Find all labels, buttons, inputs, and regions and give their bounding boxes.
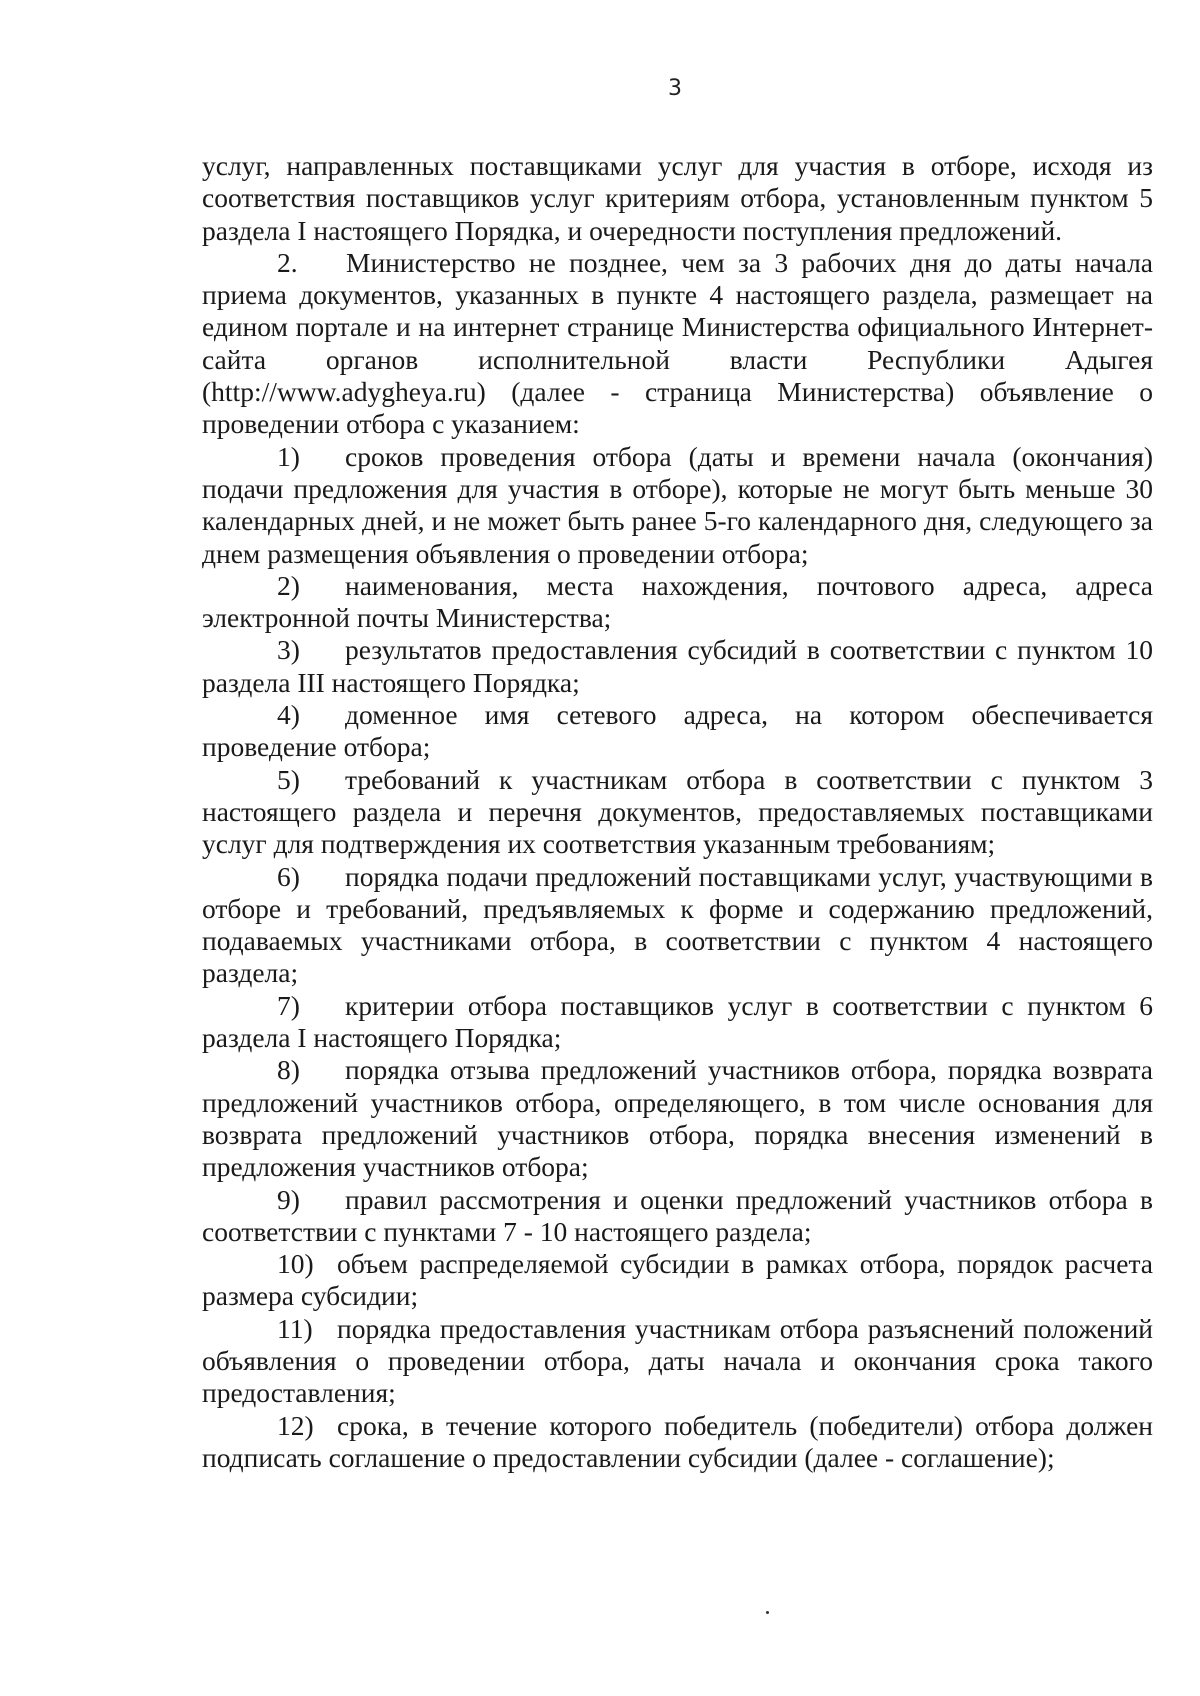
list-item [202,1313,1153,1410]
list-item-text: сроков проведения отбора (даты и времени начала (окончания) подачи предложения для участия в отборе), которые не могут быть меньше 30 календарных дней, и не может быть ранее 5-го календарного дня, следующего за днем размещения объявления о проведении отбора; [202,440,1153,569]
list-item-text: результатов предоставления субсидий в соответствии с пунктом 10 раздела III настоящего Порядка; [202,634,1153,698]
list-item-number: 5) [277,763,300,795]
list-item-number: 11) [277,1312,313,1344]
list-item-number: 12) [277,1409,314,1441]
list-item-number: 8) [277,1054,300,1086]
list-item-number: 2) [277,569,300,601]
list-item [202,990,1153,1055]
document-body [202,150,1153,1474]
list-item [202,1184,1153,1249]
page-number: 3 [668,76,682,101]
list-item [202,570,1153,635]
list-item [202,441,1153,570]
list-item [202,1054,1153,1183]
list-item [202,699,1153,764]
list-item-text: срока, в течение которого победитель (победители) отбора должен подписать соглашение о предоставлении субсидии (далее - соглашение); [202,1409,1153,1473]
list-item-text: порядка предоставления участникам отбора разъяснений положений объявления о проведении отбора, даты начала и окончания срока такого предоставления; [202,1312,1153,1409]
list-item-number: 6) [277,860,300,892]
paragraph-2 [202,247,1153,441]
list-item-text: порядка отзыва предложений участников отбора, порядка возврата предложений участников отбора, определяющего, в том числе основания для возврата предложений участников отбора, порядка внесения изменений в предложения участников отбора; [202,1054,1153,1183]
list-item [202,634,1153,699]
list-item-number: 3) [277,634,300,666]
paragraph-number: 2. [277,246,298,278]
list-item [202,1410,1153,1475]
list-item-text: порядка подачи предложений поставщиками услуг, участвующими в отборе и требований, предъявляемых к форме и содержанию предложений, подаваемых участниками отбора, в соответствии с пунктом 4 настоящего раздела; [202,860,1153,989]
list-item-number: 1) [277,440,300,472]
list-item-text: требований к участникам отбора в соответствии с пунктом 3 настоящего раздела и перечня документов, предоставляемых поставщиками услуг для подтверждения их соответствия указанным требованиям; [202,763,1153,860]
scan-speck [766,1611,769,1614]
list-item-number: 10) [277,1248,314,1280]
list-item [202,1248,1153,1313]
list-item-text: критерии отбора поставщиков услуг в соответствии с пунктом 6 раздела I настоящего Порядка; [202,989,1153,1054]
paragraph-text: Министерство не позднее, чем за 3 рабочих дня до даты начала приема документов, указанных в пункте 4 настоящего раздела, размещает на едином портале и на интернет странице Министерства официального Интернет-сайта органов исполнительной власти Республики Адыгея (http://www.adygheya.ru) (далее - страница Министерства) объявление о проведении отбора с указанием: [202,246,1153,440]
list-item-number: 9) [277,1183,300,1215]
list-item [202,764,1153,861]
list-item-number: 4) [277,699,300,731]
list-item-text: правил рассмотрения и оценки предложений участников отбора в соответствии с пунктами 7 - 10 настоящего раздела; [202,1183,1153,1247]
list-item-text: наименования, места нахождения, почтового адреса, адреса электронной почты Министерства; [202,569,1153,634]
list-item-number: 7) [277,989,300,1021]
list-item [202,861,1153,990]
list-item-text: объем распределяемой субсидии в рамках отбора, порядок расчета размера субсидии; [202,1248,1153,1312]
list-item-text: доменное имя сетевого адреса, на котором обеспечивается проведение отбора; [202,699,1153,763]
intro-paragraph: услуг, направленных поставщиками услуг для участия в отборе, исходя из соответствия поставщиков услуг критериям отбора, установленным пунктом 5 раздела I настоящего Порядка, и очередности поступления предложений. [202,150,1153,246]
